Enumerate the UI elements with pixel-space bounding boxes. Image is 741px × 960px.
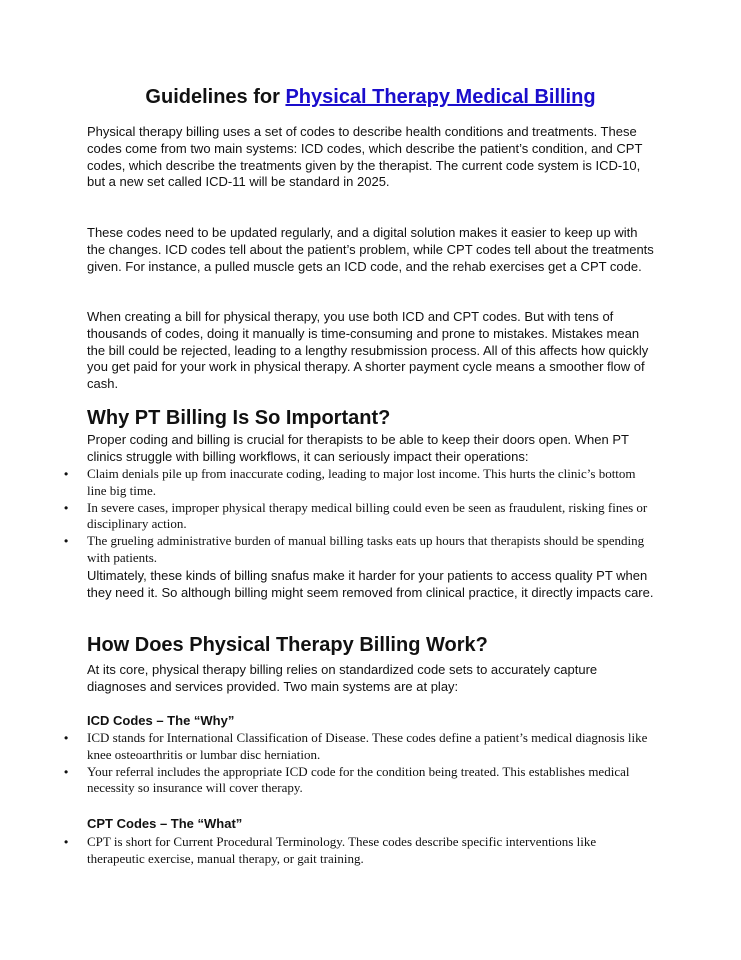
- why-bullet-3: • The grueling administrative burden of manual billing tasks eats up hours that therapists should be spending with patients.: [87, 533, 657, 567]
- intro-paragraph-2: These codes need to be updated regularly, and a digital solution makes it easier to keep up with the changes. ICD codes tell about the patient’s problem, while CPT codes tell about the treatments given. For instance, a pulled muscle gets an ICD code, and the rehab exercises get a CPT code.: [87, 225, 654, 274]
- icd-bullet-2: • Your referral includes the appropriate ICD code for the condition being treated. This establishes medical necessity so insurance will cover therapy.: [87, 764, 657, 798]
- why-lead: Proper coding and billing is crucial for therapists to be able to keep their doors open. When PT clinics struggle with billing workflows, it can seriously impact their operations:: [87, 432, 629, 464]
- why-closing: Ultimately, these kinds of billing snafus make it harder for your patients to access quality PT when they need it. So although billing might seem removed from clinical practice, it directly impacts care.: [87, 568, 654, 600]
- why-heading: Why PT Billing Is So Important?: [87, 407, 391, 429]
- intro-paragraph-1: Physical therapy billing uses a set of codes to describe health conditions and treatments. These codes come from two main systems: ICD codes, which describe the patient’s condition, and CPT codes, which describe the treatments given by the therapist. The current code system is ICD-10, but a new set called ICD-11 will be standard in 2025.: [87, 124, 643, 190]
- title-link[interactable]: Physical Therapy Medical Billing: [285, 86, 596, 108]
- icd-bullet-1: • ICD stands for International Classification of Disease. These codes define a patient’s medical diagnosis like knee osteoarthritis or lumbar disc herniation.: [87, 730, 657, 764]
- why-bullet-2: • In severe cases, improper physical therapy medical billing could even be seen as fraudulent, risking fines or disciplinary action.: [87, 500, 657, 534]
- icd-bullet-list: [87, 730, 657, 797]
- cpt-heading: CPT Codes – The “What”: [87, 816, 243, 831]
- cpt-bullet-1: • CPT is short for Current Procedural Terminology. These codes describe specific interventions like therapeutic exercise, manual therapy, or gait training.: [87, 834, 657, 868]
- intro-paragraph-3: When creating a bill for physical therapy, you use both ICD and CPT codes. But with tens of thousands of codes, doing it manually is time-consuming and prone to mistakes. Mistakes mean the bill could be rejected, leading to a lengthy resubmission process. All of this affects how quickly you get paid for your work in physical therapy. A shorter payment cycle means a smoother flow of cash.: [87, 309, 649, 392]
- page-title: [0, 86, 741, 109]
- how-heading: How Does Physical Therapy Billing Work?: [87, 634, 488, 656]
- icd-heading: ICD Codes – The “Why”: [87, 713, 235, 728]
- title-prefix: Guidelines for: [145, 86, 286, 108]
- cpt-bullet-list: [87, 834, 657, 868]
- how-lead: At its core, physical therapy billing relies on standardized code sets to accurately capture diagnoses and services provided. Two main systems are at play:: [87, 662, 598, 694]
- why-bullet-1: • Claim denials pile up from inaccurate coding, leading to major lost income. This hurts the clinic’s bottom line big time.: [87, 466, 657, 500]
- why-bullet-list: [87, 466, 657, 567]
